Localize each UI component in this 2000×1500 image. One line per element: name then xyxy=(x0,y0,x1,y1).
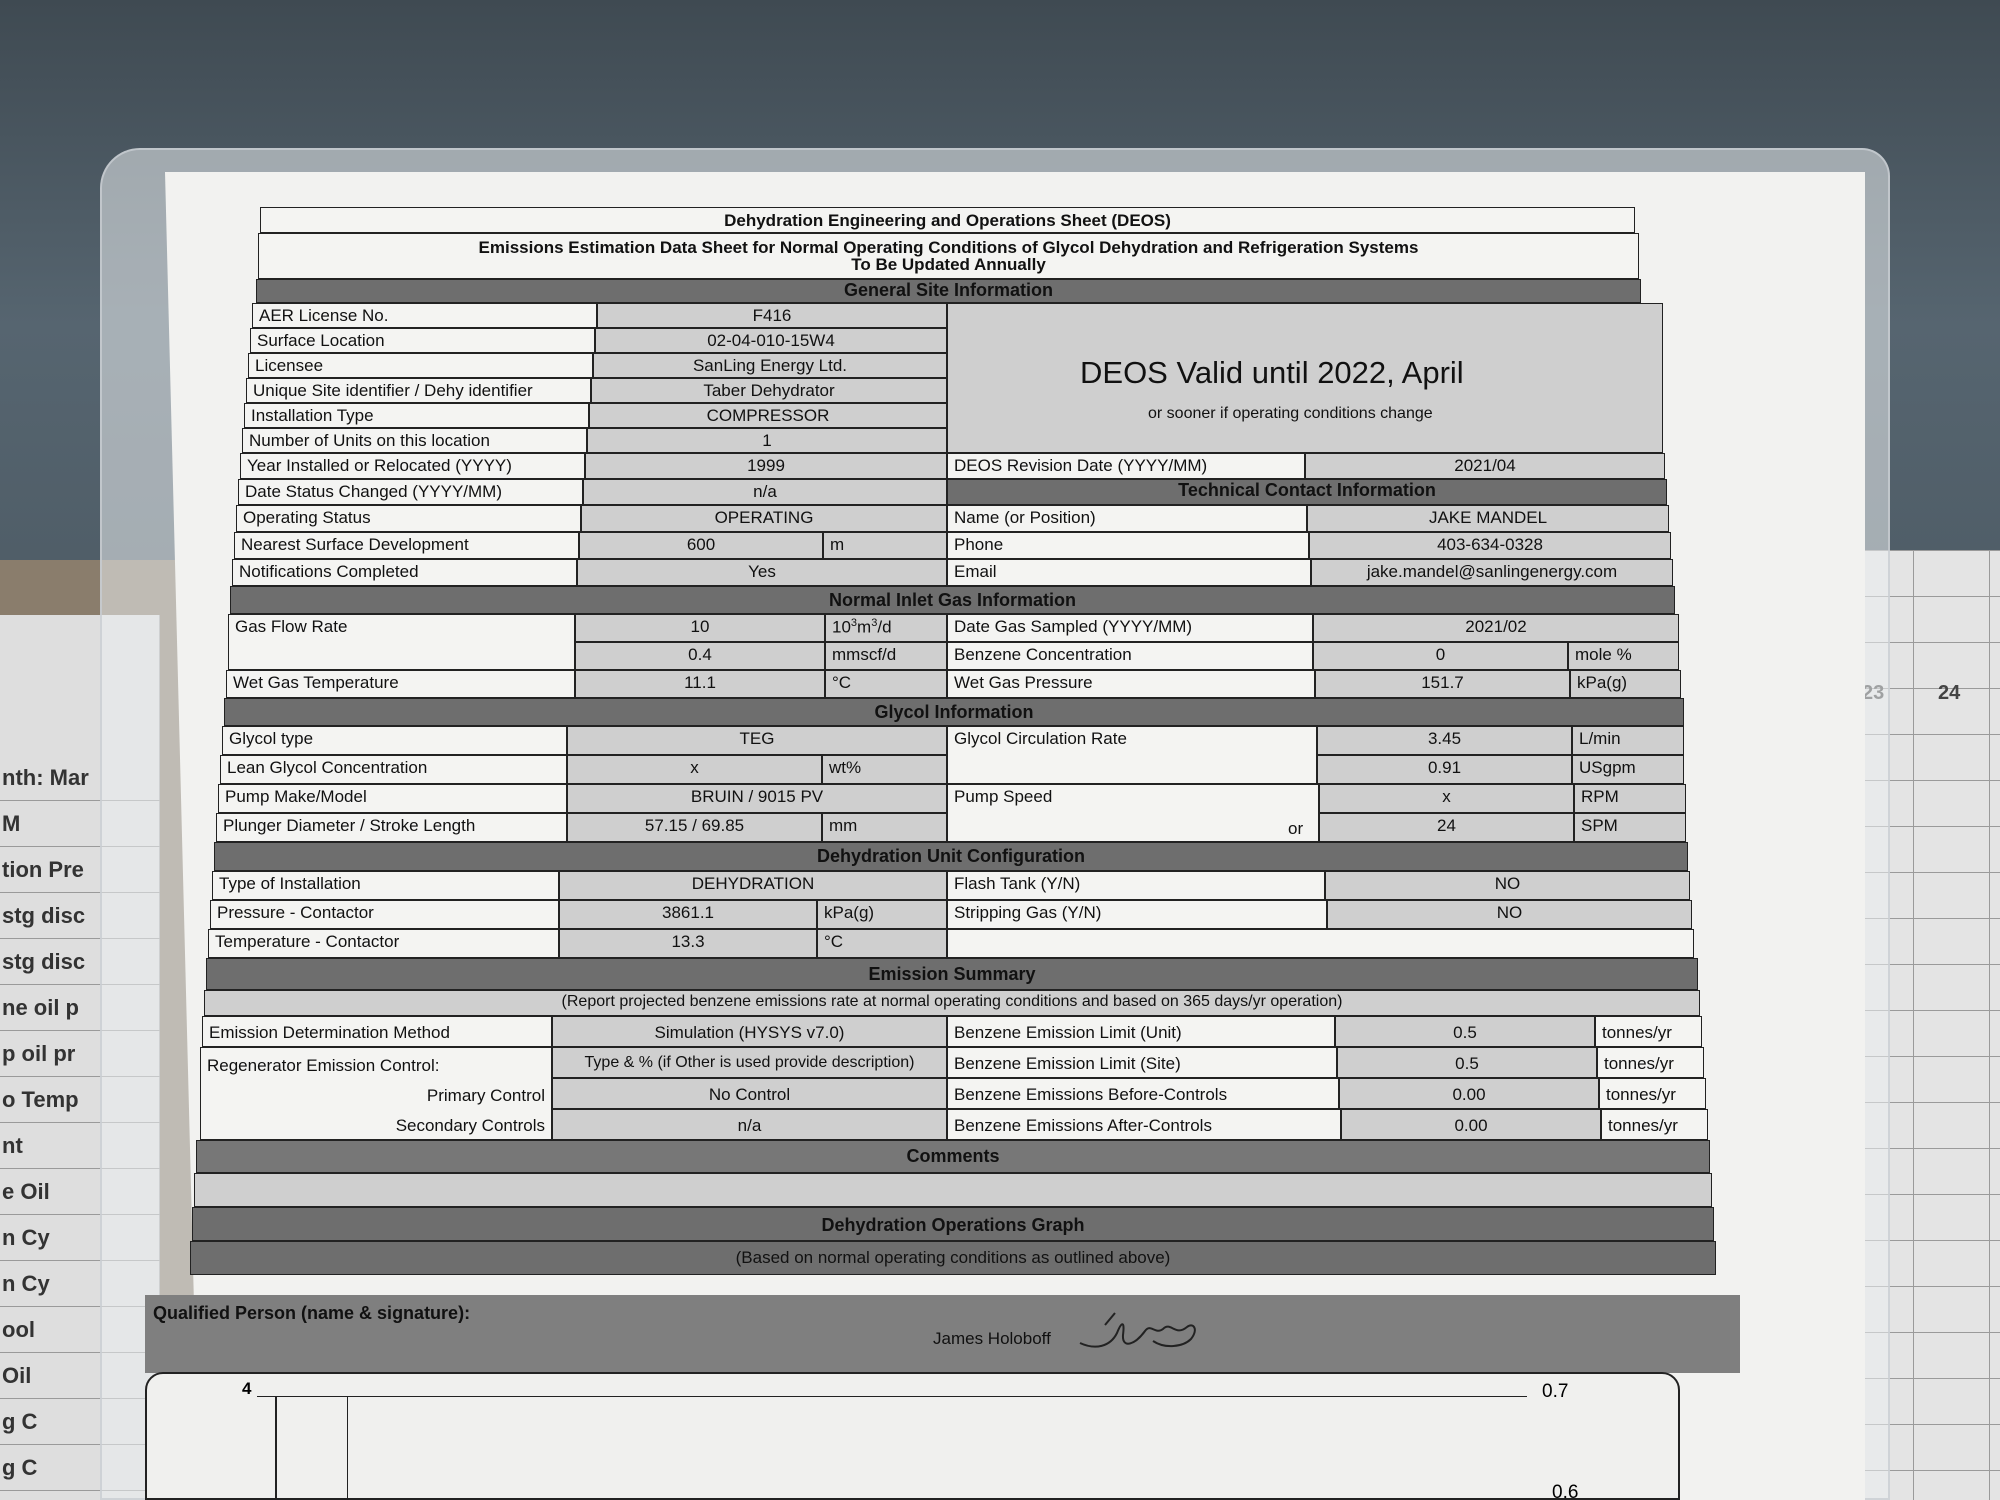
section-glycol: Glycol Information xyxy=(224,698,1684,726)
regen-control-label: Regenerator Emission Control: xyxy=(207,1056,440,1075)
document-subtitle xyxy=(258,233,1639,279)
benzene-conc-label: Benzene Concentration xyxy=(947,642,1313,670)
emission-limit-label: Benzene Emission Limit (Unit) xyxy=(947,1016,1335,1047)
primary-control-label: Primary Control xyxy=(426,1085,545,1105)
gas-flow-unit-2: mmscf/d xyxy=(825,642,947,670)
qualified-person-band xyxy=(145,1295,1740,1373)
section-technical-contact: Technical Contact Information xyxy=(947,479,1667,505)
comments-box xyxy=(194,1173,1712,1207)
emission-limit-label: Benzene Emissions Before-Controls xyxy=(947,1078,1339,1109)
method-value: Simulation (HYSYS v7.0) xyxy=(552,1016,947,1047)
pump-speed-unit-1: RPM xyxy=(1574,784,1686,813)
signature-mark xyxy=(1075,1305,1205,1360)
emission-limit-value: 0.00 xyxy=(1339,1078,1599,1109)
circulation-rate-value-2: 0.91 xyxy=(1317,755,1572,784)
log-fragment: tion Pre xyxy=(0,847,160,893)
circulation-rate-value-1: 3.45 xyxy=(1317,726,1572,755)
graph-y-right-top: 0.7 xyxy=(1542,1381,1569,1402)
pump-speed-or: or xyxy=(1288,819,1304,838)
pressure-contactor-value: 3861.1 xyxy=(559,900,817,929)
contact-label: Name (or Position) xyxy=(947,505,1307,532)
unit-sup: 3 xyxy=(871,617,878,629)
secondary-control-value: n/a xyxy=(552,1109,947,1140)
operations-graph xyxy=(145,1372,1680,1500)
log-fragment: p oil pr xyxy=(0,1031,160,1077)
wet-temp-label: Wet Gas Temperature xyxy=(226,670,575,698)
wet-pressure-label: Wet Gas Pressure xyxy=(947,670,1315,698)
general-label: Notifications Completed xyxy=(232,559,577,586)
log-fragment: M xyxy=(0,801,160,847)
wet-pressure-unit: kPa(g) xyxy=(1570,670,1681,698)
general-label: AER License No. xyxy=(252,303,597,328)
log-fragment: nt xyxy=(0,1123,160,1169)
general-label: Licensee xyxy=(248,353,593,378)
section-inlet-gas: Normal Inlet Gas Information xyxy=(230,586,1675,614)
log-fragment: g C xyxy=(0,1399,160,1445)
regen-control-value: Type & % (if Other is used provide description) xyxy=(552,1047,947,1078)
emission-limit-unit: tonnes/yr xyxy=(1597,1047,1704,1078)
pump-speed-value-2: 24 xyxy=(1319,813,1574,842)
benzene-conc-value: 0 xyxy=(1313,642,1568,670)
wet-temp-value: 11.1 xyxy=(575,670,825,698)
general-value: F416 xyxy=(597,303,947,328)
pump-speed-value-1: x xyxy=(1319,784,1574,813)
revision-date-value: 2021/04 xyxy=(1305,453,1665,479)
section-operations-graph: Dehydration Operations Graph xyxy=(192,1207,1714,1241)
general-value: OPERATING xyxy=(581,505,947,532)
flash-tank-label: Flash Tank (Y/N) xyxy=(947,871,1325,900)
unit-sup: 3 xyxy=(850,617,858,629)
stripping-gas-value: NO xyxy=(1327,900,1692,929)
general-value: 600 xyxy=(579,532,823,559)
subtitle-line-1: Emissions Estimation Data Sheet for Normal Operating Conditions of Glycol Dehydration and Refrigeration Systems xyxy=(478,238,1419,257)
log-fragment: ool xyxy=(0,1307,160,1353)
plunger-unit: mm xyxy=(822,813,947,842)
stripping-gas-label: Stripping Gas (Y/N) xyxy=(947,900,1327,929)
wet-pressure-value: 151.7 xyxy=(1315,670,1570,698)
emission-limit-unit: tonnes/yr xyxy=(1595,1016,1702,1047)
qualified-person-name: James Holoboff xyxy=(933,1329,1051,1348)
log-fragment: ne oil p xyxy=(0,985,160,1031)
plunger-label: Plunger Diameter / Stroke Length xyxy=(216,813,567,842)
section-general-site: General Site Information xyxy=(256,279,1641,303)
general-value: Yes xyxy=(577,559,947,586)
gas-flow-label: Gas Flow Rate xyxy=(228,614,575,670)
contact-value: JAKE MANDEL xyxy=(1307,505,1669,532)
general-label: Nearest Surface Development xyxy=(234,532,579,559)
pressure-contactor-unit: kPa(g) xyxy=(817,900,947,929)
emission-limit-unit: tonnes/yr xyxy=(1601,1109,1708,1140)
circulation-rate-label: Glycol Circulation Rate xyxy=(947,726,1317,784)
deos-valid-note: or sooner if operating conditions change xyxy=(1148,405,1433,422)
general-label: Year Installed or Relocated (YYYY) xyxy=(240,453,585,479)
day-number: 24 xyxy=(1938,682,1961,704)
graph-vertical-line xyxy=(347,1396,348,1500)
emission-limit-value: 0.5 xyxy=(1337,1047,1597,1078)
emission-limit-value: 0.5 xyxy=(1335,1016,1595,1047)
section-emission-summary: Emission Summary xyxy=(206,958,1698,990)
pressure-contactor-label: Pressure - Contactor xyxy=(210,900,559,929)
log-fragment: nth: Mar xyxy=(0,755,160,801)
temperature-contactor-value: 13.3 xyxy=(559,929,817,958)
qualified-person-label: Qualified Person (name & signature): xyxy=(153,1303,471,1323)
unit-part: 10 xyxy=(832,617,851,637)
lean-glycol-value: x xyxy=(567,755,822,784)
circulation-rate-unit-2: USgpm xyxy=(1572,755,1684,784)
lean-glycol-unit: wt% xyxy=(822,755,947,784)
log-fragment: stg disc xyxy=(0,939,160,985)
glycol-type-label: Glycol type xyxy=(222,726,567,755)
emission-limit-label: Benzene Emissions After-Controls xyxy=(947,1109,1341,1140)
method-label: Emission Determination Method xyxy=(202,1016,552,1047)
emission-limit-unit: tonnes/yr xyxy=(1599,1078,1706,1109)
general-label: Operating Status xyxy=(236,505,581,532)
graph-gridline xyxy=(257,1396,1527,1397)
general-label: Installation Type xyxy=(244,403,589,428)
log-fragment: Oil xyxy=(0,1353,160,1399)
install-type-value: DEHYDRATION xyxy=(559,871,947,900)
document-title: Dehydration Engineering and Operations Sheet (DEOS) xyxy=(260,207,1635,233)
emission-note: (Report projected benzene emissions rate at normal operating conditions and based on 365 days/yr operation) xyxy=(204,990,1700,1016)
section-unit-config: Dehydration Unit Configuration xyxy=(214,842,1688,871)
log-fragment: o Temp xyxy=(0,1077,160,1123)
emission-limit-value: 0.00 xyxy=(1341,1109,1601,1140)
pump-model-value: BRUIN / 9015 PV xyxy=(567,784,947,813)
graph-note: (Based on normal operating conditions as outlined above) xyxy=(190,1241,1716,1275)
log-fragment: e Oil xyxy=(0,1169,160,1215)
general-value: COMPRESSOR xyxy=(589,403,947,428)
general-value: 1 xyxy=(587,428,947,453)
revision-date-label: DEOS Revision Date (YYYY/MM) xyxy=(947,453,1305,479)
general-label: Number of Units on this location xyxy=(242,428,587,453)
log-fragment: n Cy xyxy=(0,1261,160,1307)
gas-flow-unit-1 xyxy=(825,614,947,642)
contact-label: Phone xyxy=(947,532,1309,559)
emission-limit-label: Benzene Emission Limit (Site) xyxy=(947,1047,1337,1078)
gas-flow-value-1: 10 xyxy=(575,614,825,642)
log-fragment: n Cy xyxy=(0,1215,160,1261)
contact-value: jake.mandel@sanlingenergy.com xyxy=(1311,559,1673,586)
temperature-contactor-unit: °C xyxy=(817,929,947,958)
general-label: Surface Location xyxy=(250,328,595,353)
pump-speed-unit-2: SPM xyxy=(1574,813,1686,842)
deos-document xyxy=(170,205,1715,1295)
graph-axis-left xyxy=(275,1396,277,1500)
secondary-control-label: Secondary Controls xyxy=(395,1116,545,1136)
log-fragment: g C xyxy=(0,1445,160,1491)
unit-part: /d xyxy=(877,617,892,637)
general-value: Taber Dehydrator xyxy=(591,378,947,403)
pump-speed-label: Pump Speed xyxy=(947,784,1319,842)
unit-part: m xyxy=(857,617,872,637)
contact-label: Email xyxy=(947,559,1311,586)
config-empty-cell xyxy=(947,929,1694,958)
deos-valid-until: DEOS Valid until 2022, April xyxy=(1080,355,1464,390)
general-value: SanLing Energy Ltd. xyxy=(593,353,947,378)
general-unit: m xyxy=(823,532,947,559)
general-label: Unique Site identifier / Dehy identifier xyxy=(246,378,591,403)
wet-temp-unit: °C xyxy=(825,670,947,698)
circulation-rate-unit-1: L/min xyxy=(1572,726,1684,755)
section-comments: Comments xyxy=(196,1140,1710,1173)
glycol-type-value: TEG xyxy=(567,726,947,755)
lean-glycol-label: Lean Glycol Concentration xyxy=(220,755,567,784)
general-value: 02-04-010-15W4 xyxy=(595,328,947,353)
graph-y-right-next: 0.6 xyxy=(1552,1482,1579,1500)
primary-control-value: No Control xyxy=(552,1078,947,1109)
date-sampled-value: 2021/02 xyxy=(1313,614,1679,642)
benzene-conc-unit: mole % xyxy=(1568,642,1679,670)
general-label: Date Status Changed (YYYY/MM) xyxy=(238,479,583,505)
general-value: n/a xyxy=(583,479,947,505)
install-type-label: Type of Installation xyxy=(212,871,559,900)
general-value: 1999 xyxy=(585,453,947,479)
date-sampled-label: Date Gas Sampled (YYYY/MM) xyxy=(947,614,1313,642)
regen-control-block xyxy=(200,1047,552,1140)
graph-y-left-top: 4 xyxy=(242,1379,252,1398)
contact-value: 403-634-0328 xyxy=(1309,532,1671,559)
gas-flow-value-2: 0.4 xyxy=(575,642,825,670)
flash-tank-value: NO xyxy=(1325,871,1690,900)
plunger-value: 57.15 / 69.85 xyxy=(567,813,822,842)
subtitle-line-2: To Be Updated Annually xyxy=(851,255,1046,274)
log-fragment: stg disc xyxy=(0,893,160,939)
temperature-contactor-label: Temperature - Contactor xyxy=(208,929,559,958)
pump-model-label: Pump Make/Model xyxy=(218,784,567,813)
